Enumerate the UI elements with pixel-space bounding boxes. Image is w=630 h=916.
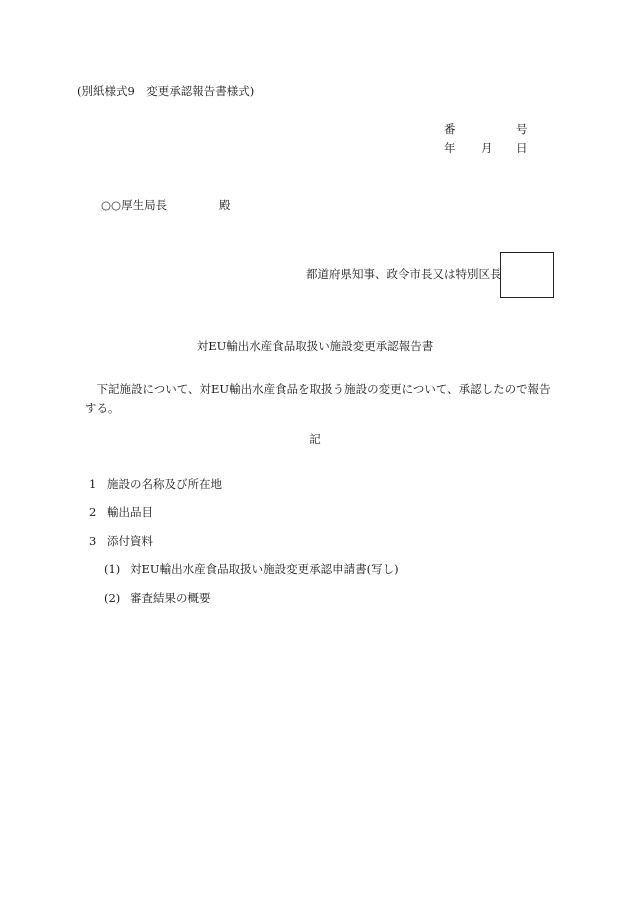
attachment-text: 対EU輸出水産食品取扱い施設変更承認申請書(写し) <box>130 562 399 576</box>
date-day-label: 日 <box>516 141 528 155</box>
addressee-name: ○○厚生局長 <box>101 198 168 212</box>
number-suffix: 号 <box>516 122 528 136</box>
number-label: 番 <box>444 122 456 136</box>
ki-heading: 記 <box>309 432 321 446</box>
attachment-item <box>104 564 399 576</box>
addressee-honorific: 殿 <box>219 198 231 212</box>
list-item <box>89 536 153 548</box>
body-paragraph: 下記施設について、対EU輸出水産食品を取扱う施設の変更について、承認したので報告する。 <box>85 382 551 415</box>
sender-name: 都道府県知事、政令市長又は特別区長 <box>306 267 502 281</box>
list-item-text: 施設の名称及び所在地 <box>107 477 222 491</box>
list-item <box>89 479 222 491</box>
list-item-number: 1 <box>89 477 97 491</box>
list-item-text: 添付資料 <box>107 534 153 548</box>
form-label: (別紙様式9 変更承認報告書様式) <box>77 84 255 98</box>
attachment-text: 審査結果の概要 <box>130 591 211 605</box>
list-item <box>89 507 153 519</box>
list-item-number: 3 <box>89 534 97 548</box>
date-year-label: 年 <box>444 141 456 155</box>
seal-box <box>500 252 554 298</box>
attachment-number: (1) <box>104 562 121 576</box>
list-item-text: 輸出品目 <box>107 505 153 519</box>
attachment-number: (2) <box>104 591 121 605</box>
document-title: 対EU輸出水産食品取扱い施設変更承認報告書 <box>196 339 434 353</box>
attachment-item <box>104 593 211 605</box>
list-item-number: 2 <box>89 505 97 519</box>
date-month-label: 月 <box>481 141 493 155</box>
